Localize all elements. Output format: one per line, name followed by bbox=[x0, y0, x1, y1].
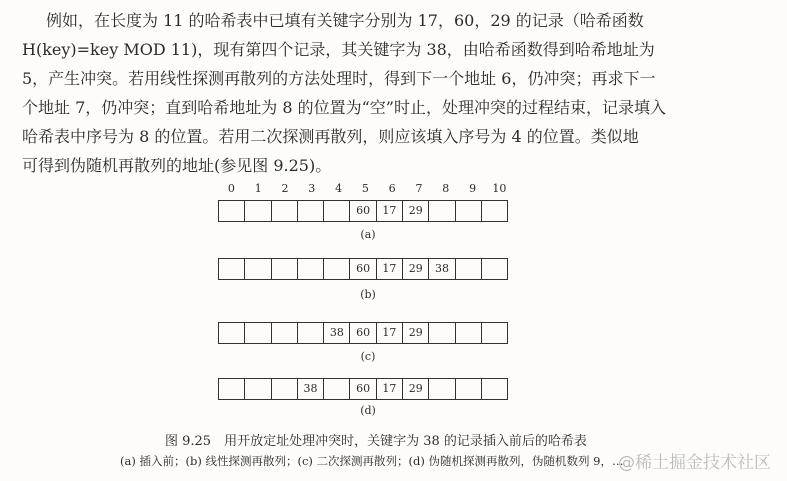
paragraph-line: 哈希表中序号为 8 的位置。若用二次探测再散列，则应该填入序号为 4 的位置。类似地 bbox=[22, 127, 639, 146]
hash-cell bbox=[245, 379, 271, 399]
hash-cell bbox=[219, 379, 245, 399]
hash-table-row bbox=[218, 200, 508, 222]
hash-table-row bbox=[218, 378, 508, 400]
hash-cell bbox=[456, 379, 482, 399]
hash-cell: 60 bbox=[350, 323, 376, 343]
hash-cell bbox=[429, 379, 455, 399]
hash-cell bbox=[219, 259, 245, 279]
hash-cell bbox=[272, 323, 298, 343]
index-label: 5 bbox=[361, 182, 369, 195]
hash-cell bbox=[272, 379, 298, 399]
index-label: 0 bbox=[227, 182, 235, 195]
index-header bbox=[218, 182, 513, 195]
hash-cell: 60 bbox=[350, 379, 376, 399]
hash-cell bbox=[429, 323, 455, 343]
index-label: 1 bbox=[254, 182, 262, 195]
hash-cell bbox=[298, 323, 324, 343]
table-label: (a) bbox=[360, 228, 376, 241]
hash-cell: 29 bbox=[403, 201, 429, 221]
hash-cell bbox=[245, 323, 271, 343]
hash-cell bbox=[429, 201, 455, 221]
index-label: 10 bbox=[492, 182, 507, 195]
hash-cell bbox=[324, 201, 350, 221]
paragraph-line: 个地址 7，仍冲突；直到哈希地址为 8 的位置为“空”时止，处理冲突的过程结束，记录填入 bbox=[22, 98, 666, 117]
index-label: 7 bbox=[415, 182, 423, 195]
hash-cell bbox=[219, 201, 245, 221]
hash-cell bbox=[245, 201, 271, 221]
index-label: 4 bbox=[335, 182, 343, 195]
body-paragraph bbox=[22, 6, 702, 180]
paragraph-line: 例如，在长度为 11 的哈希表中已填有关键字分别为 17，60，29 的记录（哈希函数 bbox=[46, 11, 644, 30]
watermark: @稀土掘金技术社区 bbox=[618, 453, 771, 473]
hash-cell: 29 bbox=[403, 323, 429, 343]
hash-cell: 17 bbox=[377, 201, 403, 221]
hash-cell: 17 bbox=[377, 379, 403, 399]
hash-cell: 60 bbox=[350, 201, 376, 221]
hash-cell bbox=[456, 259, 482, 279]
hash-cell bbox=[272, 201, 298, 221]
hash-cell bbox=[456, 201, 482, 221]
index-label: 6 bbox=[388, 182, 396, 195]
hash-cell bbox=[298, 201, 324, 221]
hash-cell: 38 bbox=[429, 259, 455, 279]
hash-cell bbox=[324, 259, 350, 279]
hash-cell bbox=[482, 379, 507, 399]
hash-cell bbox=[482, 323, 507, 343]
paragraph-line: 5，产生冲突。若用线性探测再散列的方法处理时，得到下一个地址 6，仍冲突；再求下一 bbox=[22, 69, 656, 88]
table-label: (c) bbox=[360, 350, 376, 363]
hash-cell bbox=[482, 259, 507, 279]
hash-cell bbox=[245, 259, 271, 279]
hash-table-row bbox=[218, 258, 508, 280]
hash-cell bbox=[219, 323, 245, 343]
hash-cell: 38 bbox=[298, 379, 324, 399]
hash-cell: 17 bbox=[377, 323, 403, 343]
hash-cell bbox=[272, 259, 298, 279]
table-label: (b) bbox=[360, 288, 376, 301]
figure-caption: 图 9.25 用开放定址处理冲突时，关键字为 38 的记录插入前后的哈希表 bbox=[165, 434, 587, 449]
hash-cell: 60 bbox=[350, 259, 376, 279]
figure-subcaption: (a) 插入前；(b) 线性探测再散列；(c) 二次探测再散列；(d) 伪随机探测再散列，伪随机数列 9，… bbox=[120, 454, 624, 468]
hash-cell bbox=[482, 201, 507, 221]
index-label: 8 bbox=[442, 182, 450, 195]
hash-cell: 38 bbox=[324, 323, 350, 343]
paragraph-line: 可得到伪随机再散列的地址(参见图 9.25)。 bbox=[22, 156, 332, 175]
hash-cell: 29 bbox=[403, 259, 429, 279]
index-label: 3 bbox=[308, 182, 316, 195]
index-label: 2 bbox=[281, 182, 289, 195]
hash-cell: 17 bbox=[377, 259, 403, 279]
hash-cell bbox=[456, 323, 482, 343]
paragraph-line: H(key)=key MOD 11)，现有第四个记录，其关键字为 38，由哈希函数得到哈希地址为 bbox=[22, 40, 655, 59]
hash-table-row bbox=[218, 322, 508, 344]
table-label: (d) bbox=[360, 404, 376, 417]
hash-cell: 29 bbox=[403, 379, 429, 399]
index-label: 9 bbox=[469, 182, 477, 195]
hash-cell bbox=[298, 259, 324, 279]
hash-cell bbox=[324, 379, 350, 399]
